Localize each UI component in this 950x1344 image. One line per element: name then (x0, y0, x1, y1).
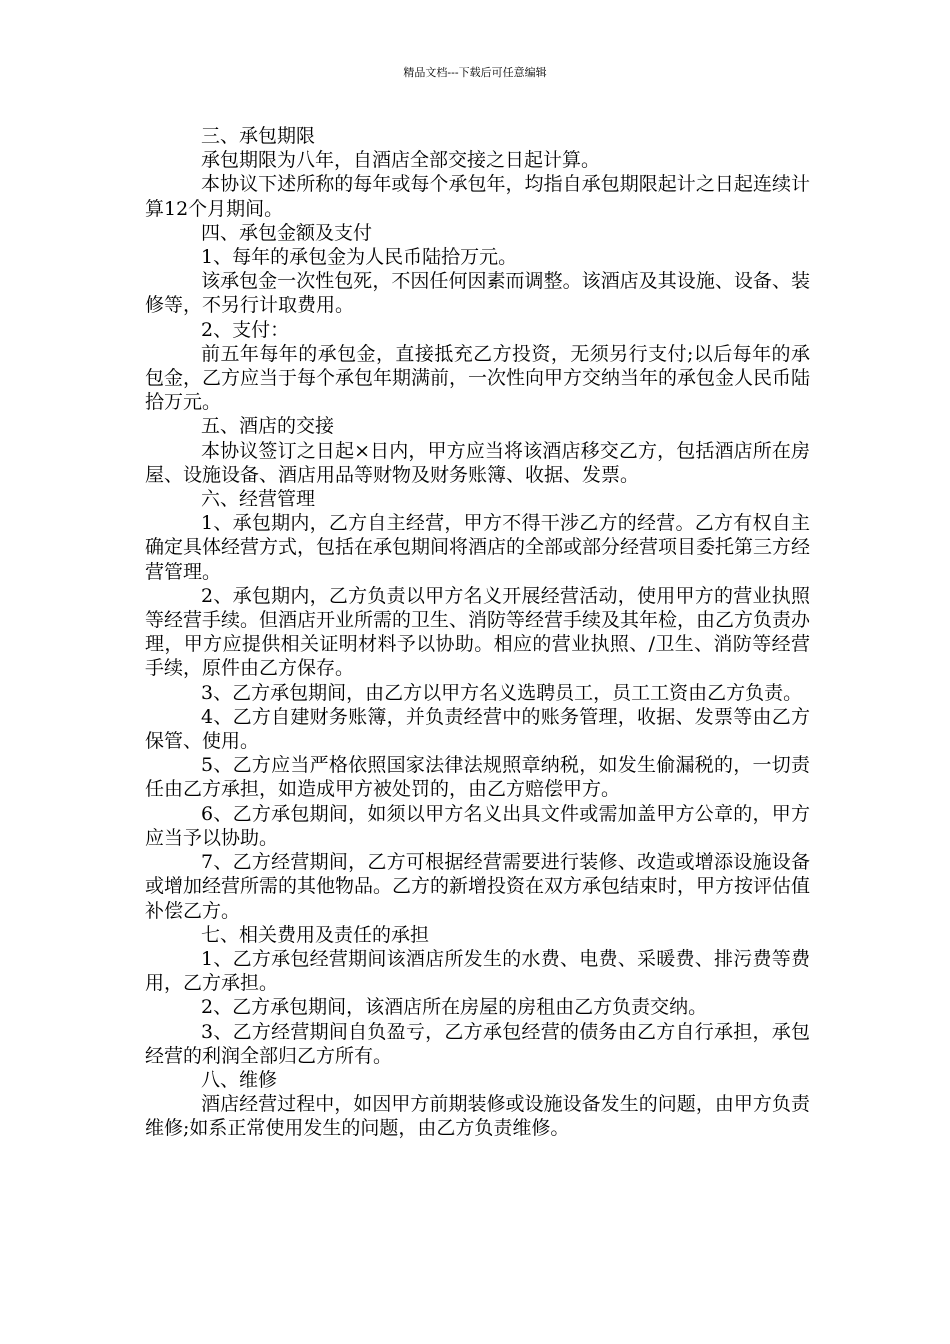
paragraph: 本协议签订之日起×日内，甲方应当将该酒店移交乙方，包括酒店所在房屋、设施设备、酒店用品等财物及财务账簿、收据、发票。 (145, 439, 810, 486)
section-heading: 六、经营管理 (201, 488, 316, 511)
paragraph: 3、乙方经营期间自负盈亏，乙方承包经营的债务由乙方自行承担，承包经营的利润全部归乙方所有。 (145, 1020, 810, 1067)
paragraph: 5、乙方应当严格依照国家法律法规照章纳税，如发生偷漏税的，一切责任由乙方承担，如造成甲方被处罚的，由乙方赔偿甲方。 (145, 754, 810, 801)
paragraph: 6、乙方承包期间，如须以甲方名义出具文件或需加盖甲方公章的，甲方应当予以协助。 (145, 802, 810, 849)
section-heading: 七、相关费用及责任的承担 (201, 923, 430, 946)
paragraph: 本协议下述所称的每年或每个承包年，均指自承包期限起计之日起连续计算12个月期间。 (145, 173, 810, 220)
section-heading: 四、承包金额及支付 (201, 221, 373, 244)
paragraph: 该承包金一次性包死，不因任何因素而调整。该酒店及其设施、设备、装修等，不另行计取费用。 (145, 270, 810, 317)
paragraph: 2、支付： (201, 318, 290, 341)
paragraph: 承包期限为八年，自酒店全部交接之日起计算。 (201, 149, 601, 172)
section-heading: 八、维修 (201, 1068, 278, 1091)
paragraph: 7、乙方经营期间，乙方可根据经营需要进行装修、改造或增添设施设备或增加经营所需的其他物品。乙方的新增投资在双方承包结束时，甲方按评估值补偿乙方。 (145, 851, 811, 922)
paragraph: 酒店经营过程中，如因甲方前期装修或设施设备发生的问题，由甲方负责维修;如系正常使用发生的问题，由乙方负责维修。 (145, 1093, 810, 1140)
section-heading: 三、承包期限 (201, 125, 316, 147)
paragraph: 2、承包期内，乙方负责以甲方名义开展经营活动，使用甲方的营业执照等经营手续。但酒店开业所需的卫生、消防等经营手续及其年检，由乙方负责办理，甲方应提供相关证明材料予以协助。相应的营业执照、/卫生、消防等经营手续，原件由乙方保存。 (145, 584, 811, 680)
paragraph: 1、承包期内，乙方自主经营，甲方不得干涉乙方的经营。乙方有权自主确定具体经营方式，包括在承包期间将酒店的全部或部分经营项目委托第三方经营管理。 (145, 512, 811, 583)
paragraph: 1、每年的承包金为人民币陆拾万元。 (201, 246, 518, 269)
section-heading: 五、酒店的交接 (201, 415, 335, 438)
paragraph: 前五年每年的承包金，直接抵充乙方投资，无须另行支付;以后每年的承包金，乙方应当于每个承包年期满前，一次性向甲方交纳当年的承包金人民币陆拾万元。 (145, 342, 811, 414)
paragraph: 4、乙方自建财务账簿，并负责经营中的账务管理，收据、发票等由乙方保管、使用。 (145, 705, 810, 753)
document-body (145, 124, 810, 1141)
paragraph: 1、乙方承包经营期间该酒店所发生的水费、电费、采暖费、排污费等费用，乙方承担。 (145, 947, 810, 995)
paragraph: 2、乙方承包期间，该酒店所在房屋的房租由乙方负责交纳。 (201, 996, 708, 1019)
paragraph: 3、乙方承包期间，由乙方以甲方名义选聘员工，员工工资由乙方负责。 (201, 681, 803, 704)
page-header: 精品文档---下载后可任意编辑 (403, 66, 547, 79)
